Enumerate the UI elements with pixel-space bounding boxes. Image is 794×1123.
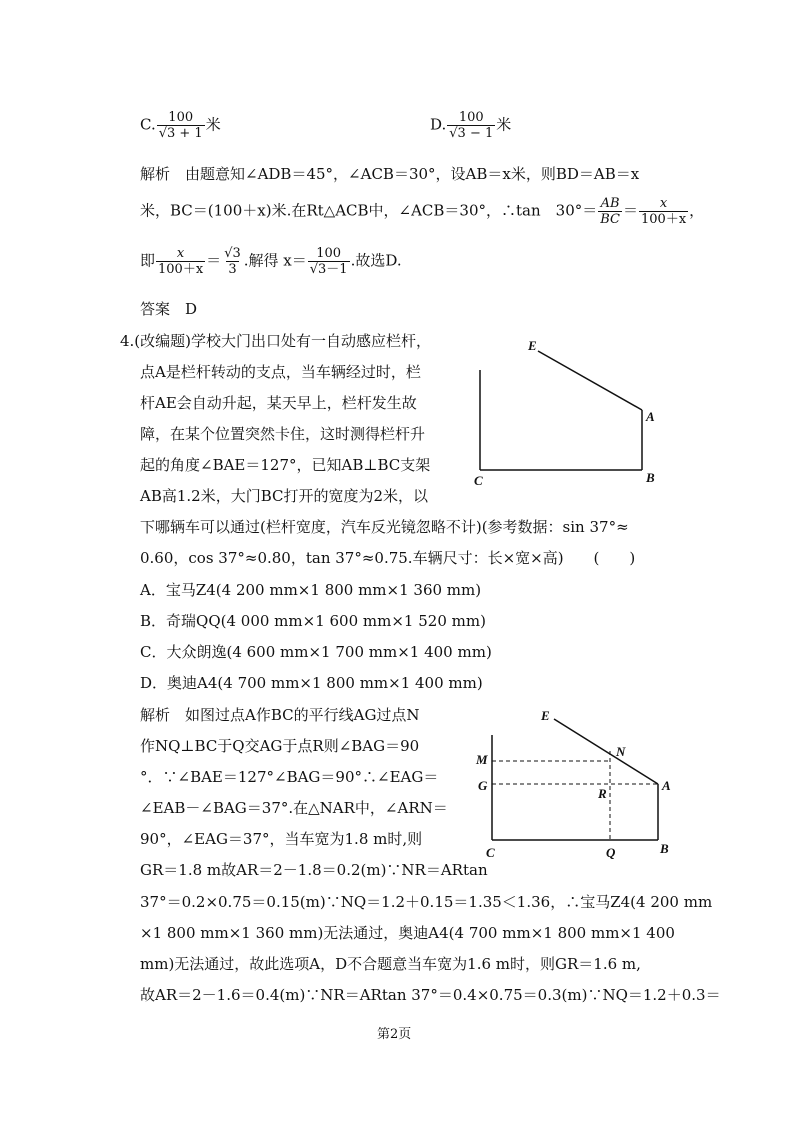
analysis2-line7: 37°＝0.2×0.75＝0.15(m)∵NQ＝1.2＋0.15＝1.35＜1.36，∴宝马Z4(4 200 mm [140, 893, 713, 911]
problem4-line6: AB高1.2米，大门BC打开的宽度为2米，以 [140, 487, 429, 505]
problem4-line5: 起的角度∠BAE＝127°，已知AB⊥BC支架 [140, 456, 431, 474]
problem4-option-d: D．奥迪A4(4 700 mm×1 800 mm×1 400 mm) [140, 674, 483, 692]
problem4-line1: 4.(改编题)学校大门出口处有一自动感应栏杆， [120, 332, 432, 350]
label-r: R [598, 786, 607, 801]
analysis1-line2: 米，BC＝(100＋x)米.在Rt△ACB中，∠ACB＝30°，∴tan 30°＝ $\frac{AB}{BC}$ ＝ $\frac{x}{100+x}$ ， [140, 196, 705, 227]
option-d-fraction: $\frac{100}{√3 - 1}$ [449, 110, 494, 141]
problem4-option-b: B．奇瑞QQ(4 000 mm×1 600 mm×1 520 mm) [140, 612, 486, 630]
analysis2-line5: 90°，∠EAG＝37°，当车宽为1.8 m时,则 [140, 830, 423, 848]
label-e-2: E [541, 708, 550, 723]
label-g: G [478, 778, 488, 793]
option-d-prefix: D. [430, 115, 447, 134]
label-a-2: A [662, 778, 671, 793]
analysis2-line9: mm)无法通过，故此选项A，D不合题意当车宽为1.6 m时，则GR＝1.6 m, [140, 955, 641, 973]
analysis2-line6: GR＝1.8 m故AR＝2－1.8＝0.2(m)∵NR＝ARtan [140, 861, 488, 879]
analysis2-line1: 解析 如图过点A作BC的平行线AG过点N [140, 706, 420, 724]
page-number: 第2页 [377, 1027, 412, 1042]
line-ae [538, 351, 642, 410]
label-b-2: B [660, 841, 669, 856]
label-e: E [528, 338, 537, 353]
label-n: N [616, 744, 626, 759]
problem4-line3: 杆AE会自动升起，某天早上，栏杆发生故 [140, 394, 417, 412]
problem4-option-c: C．大众朗逸(4 600 mm×1 700 mm×1 400 mm) [140, 643, 492, 661]
problem4-line7: 下哪辆车可以通过(栏杆宽度，汽车反光镜忽略不计)(参考数据：sin 37°≈ [140, 518, 629, 536]
label-c-2: C [486, 845, 495, 860]
problem4-line4: 障，在某个位置突然卡住，这时测得栏杆升 [140, 425, 426, 443]
analysis2-line8: ×1 800 mm×1 360 mm)无法通过，奥迪A4(4 700 mm×1 800 mm×1 400 [140, 924, 675, 942]
fraction-100-sqrt3-1: $\frac{100}{√3-1}$ [309, 246, 348, 277]
option-d [430, 110, 511, 141]
analysis2-line10: 故AR＝2－1.6＝0.4(m)∵NR＝ARtan 37°＝0.4×0.75＝0.3(m)∵NQ＝1.2＋0.3＝ [140, 986, 721, 1004]
fraction-x-100x-2: $\frac{x}{100+x}$ [158, 246, 204, 277]
problem4-option-a: A．宝马Z4(4 200 mm×1 800 mm×1 360 mm) [140, 581, 482, 599]
label-m: M [476, 752, 488, 767]
answer-line: 答案 D [140, 300, 198, 318]
line-ae-2 [554, 719, 658, 784]
analysis1-line3: 即 $\frac{x}{100+x}$ ＝ $\frac{√3}{3}$ .解得 x＝ $\frac{100}{√3-1}$ .故选D. [140, 246, 402, 277]
fraction-x-100x: $\frac{x}{100+x}$ [641, 196, 687, 227]
option-c [140, 110, 221, 141]
label-c: C [474, 473, 483, 488]
analysis2-line4: ∠EAB－∠BAG＝37°.在△NAR中，∠ARN＝ [140, 799, 448, 817]
problem4-line2: 点A是栏杆转动的支点，当车辆经过时，栏 [140, 363, 421, 381]
option-c-fraction: $\frac{100}{√3 + 1}$ [158, 110, 203, 141]
fraction-sqrt3-3: $\frac{√3}{3}$ [224, 246, 241, 277]
figure-gate-barrier [470, 335, 670, 490]
analysis2-line2: 作NQ⊥BC于Q交AG于点R则∠BAG＝90 [140, 737, 420, 755]
option-c-unit: 米 [205, 115, 221, 134]
label-b: B [646, 470, 655, 485]
option-c-prefix: C. [140, 115, 156, 134]
label-q: Q [606, 845, 616, 860]
label-a: A [646, 409, 655, 424]
problem4-line8: 0.60，cos 37°≈0.80，tan 37°≈0.75.车辆尺寸：长×宽×高) ( ) [140, 549, 636, 567]
analysis1-line1: 解析 由题意知∠ADB＝45°，∠ACB＝30°，设AB＝x米，则BD＝AB＝x [140, 165, 640, 183]
analysis2-line3: °．∵∠BAE＝127°∠BAG＝90°∴∠EAG＝ [140, 768, 439, 786]
option-d-unit: 米 [496, 115, 512, 134]
fraction-ab-bc: $\frac{AB}{BC}$ [600, 196, 620, 227]
figure-solution [470, 705, 680, 865]
